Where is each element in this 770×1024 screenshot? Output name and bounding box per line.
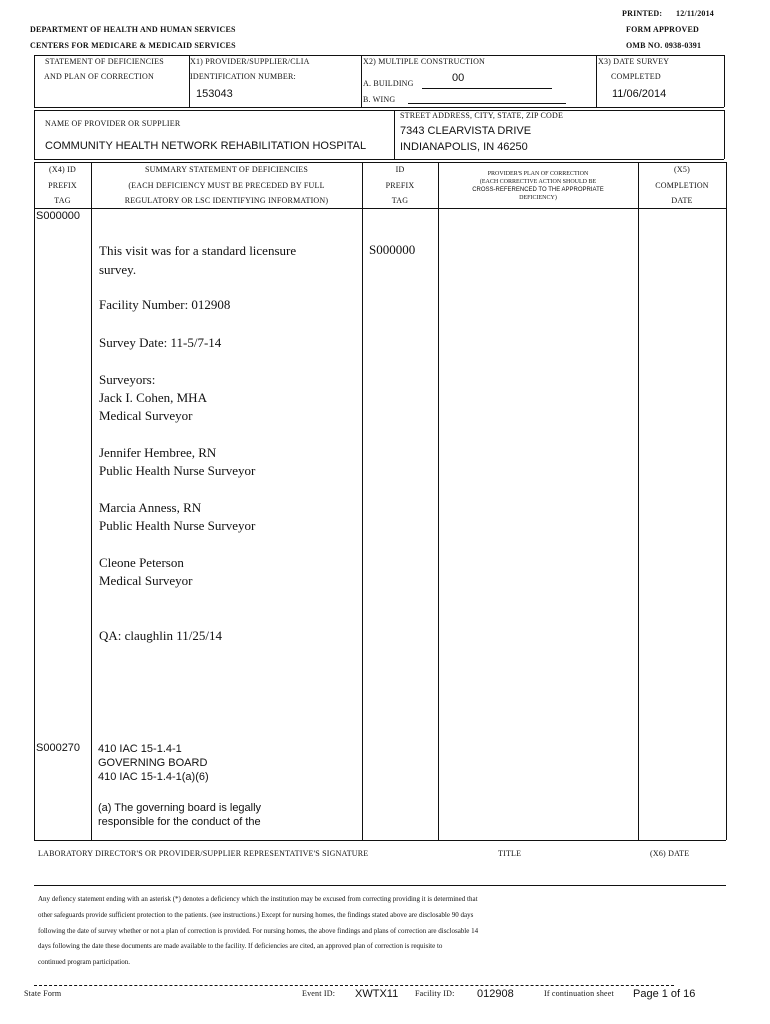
survey-date: Survey Date: 11-5/7-14 — [99, 335, 222, 350]
col-plan-line2: (EACH CORRECTIVE ACTION SHOULD BE — [479, 179, 597, 185]
title-label: TITLE — [498, 849, 522, 858]
footnote-line-2: other safeguards provide sufficient protection to the patients. (see instructions.) Except for nursing homes, the findings stated above are disclosable 90 days — [38, 911, 474, 919]
visit-line-1: This visit was for a standard licensure — [99, 243, 297, 258]
address-label: STREET ADDRESS, CITY, STATE, ZIP CODE — [400, 111, 564, 120]
building-value: 00 — [452, 72, 465, 84]
col-x5-line2: COMPLETION — [655, 181, 709, 190]
state-form-label: State Form — [24, 989, 62, 998]
form-approved: FORM APPROVED — [626, 25, 700, 34]
col-id-line1: ID — [395, 165, 405, 174]
event-id-label: Event ID: — [302, 989, 336, 998]
facility-number: Facility Number: 012908 — [99, 297, 231, 312]
tag-s000000-right: S000000 — [369, 242, 416, 257]
event-id-value: XWTX11 — [355, 988, 399, 1000]
footnote-line-3: following the date of survey whether or not a plan of correction is provided. For nursing homes, the above findings and plans of correction are disclosable 14 — [38, 927, 479, 935]
col-plan-line1: PROVIDER'S PLAN OF CORRECTION — [487, 171, 589, 177]
col-id-line3: TAG — [391, 196, 409, 205]
surveyor-2-name: Jennifer Hembree, RN — [99, 445, 217, 460]
regulation-line-2: GOVERNING BOARD — [98, 757, 208, 769]
x1-label-2: IDENTIFICATION NUMBER: — [190, 72, 296, 81]
facility-id-value: 012908 — [477, 988, 514, 1000]
tag-s000270: S000270 — [36, 742, 81, 754]
col-summary-line1: SUMMARY STATEMENT OF DEFICIENCIES — [144, 165, 309, 174]
provider-name: COMMUNITY HEALTH NETWORK REHABILITATION HOSPITAL — [45, 140, 367, 152]
page-number: Page 1 of 16 — [633, 988, 696, 1000]
x2-label: X2) MULTIPLE CONSTRUCTION — [363, 57, 486, 66]
col-summary-line3: REGULATORY OR LSC IDENTIFYING INFORMATION) — [124, 196, 329, 205]
surveyor-1-role: Medical Surveyor — [99, 408, 193, 423]
x6-date-label: (X6) DATE — [650, 849, 690, 858]
survey-completed-date: 11/06/2014 — [612, 88, 667, 100]
provider-number: 153043 — [196, 88, 233, 100]
omb-number: OMB NO. 0938-0391 — [626, 41, 702, 50]
col-x4-line1: (X4) ID — [49, 165, 76, 174]
surveyor-4-name: Cleone Peterson — [99, 555, 184, 570]
col-x4-line3: TAG — [54, 196, 71, 205]
col-summary-line2: (EACH DEFICIENCY MUST BE PRECEDED BY FULL — [128, 181, 325, 190]
x1-label: X1) PROVIDER/SUPPLIER/CLIA — [190, 57, 310, 66]
surveyor-2-role: Public Health Nurse Surveyor — [99, 463, 256, 478]
col-id-line2: PREFIX — [385, 181, 415, 190]
footnote-line-1: Any defiency statement ending with an asterisk (*) denotes a deficiency which the institution may be excused from correcting providing it is determined that — [38, 895, 478, 903]
printed-label: PRINTED: — [622, 9, 663, 18]
surveyor-3-name: Marcia Anness, RN — [99, 500, 202, 515]
surveyor-3-role: Public Health Nurse Surveyor — [99, 518, 256, 533]
centers-title: CENTERS FOR MEDICARE & MEDICAID SERVICES — [30, 41, 236, 50]
building-label: A. BUILDING — [363, 79, 414, 88]
statement-label-1: STATEMENT OF DEFICIENCIES — [45, 57, 164, 66]
regulation-line-1: 410 IAC 15-1.4-1 — [98, 743, 182, 755]
regulation-paragraph-2: responsible for the conduct of the — [98, 816, 261, 828]
continuation-label: If continuation sheet — [544, 989, 614, 998]
x3-label-2: COMPLETED — [611, 72, 661, 81]
provider-name-label: NAME OF PROVIDER OR SUPPLIER — [45, 119, 181, 128]
footnote-line-5: continued program participation. — [38, 958, 130, 966]
signature-label: LABORATORY DIRECTOR'S OR PROVIDER/SUPPLIER REPRESENTATIVE'S SIGNATURE — [38, 849, 369, 858]
surveyor-1-name: Jack I. Cohen, MHA — [99, 390, 207, 405]
tag-s000000: S000000 — [36, 210, 81, 222]
department-title: DEPARTMENT OF HEALTH AND HUMAN SERVICES — [30, 25, 236, 34]
col-x4-line2: PREFIX — [48, 181, 77, 190]
qa-line: QA: claughlin 11/25/14 — [99, 628, 223, 643]
visit-line-2: survey. — [99, 262, 137, 277]
statement-label-2: AND PLAN OF CORRECTION — [44, 72, 154, 81]
printed-date: 12/11/2014 — [676, 9, 715, 18]
col-plan-line3: CROSS-REFERENCED TO THE APPROPRIATE — [472, 187, 604, 193]
regulation-paragraph-1: (a) The governing board is legally — [98, 802, 262, 814]
col-x5-line1: (X5) — [674, 165, 690, 174]
wing-label: B. WING — [363, 95, 396, 104]
col-x5-line3: DATE — [671, 196, 693, 205]
facility-id-label: Facility ID: — [415, 989, 455, 998]
regulation-line-3: 410 IAC 15-1.4-1(a)(6) — [98, 771, 209, 783]
address-line-1: 7343 CLEARVISTA DRIVE — [400, 125, 532, 137]
surveyors-label: Surveyors: — [99, 372, 156, 387]
footnote-line-4: days following the date these documents are made available to the facility. If deficiencies are cited, an approved plan of correction is requisite to — [38, 942, 443, 950]
x3-label: X3) DATE SURVEY — [598, 57, 670, 66]
address-line-2: INDIANAPOLIS, IN 46250 — [400, 141, 528, 153]
col-plan-line4: DEFICIENCY) — [519, 195, 557, 201]
surveyor-4-role: Medical Surveyor — [99, 573, 193, 588]
